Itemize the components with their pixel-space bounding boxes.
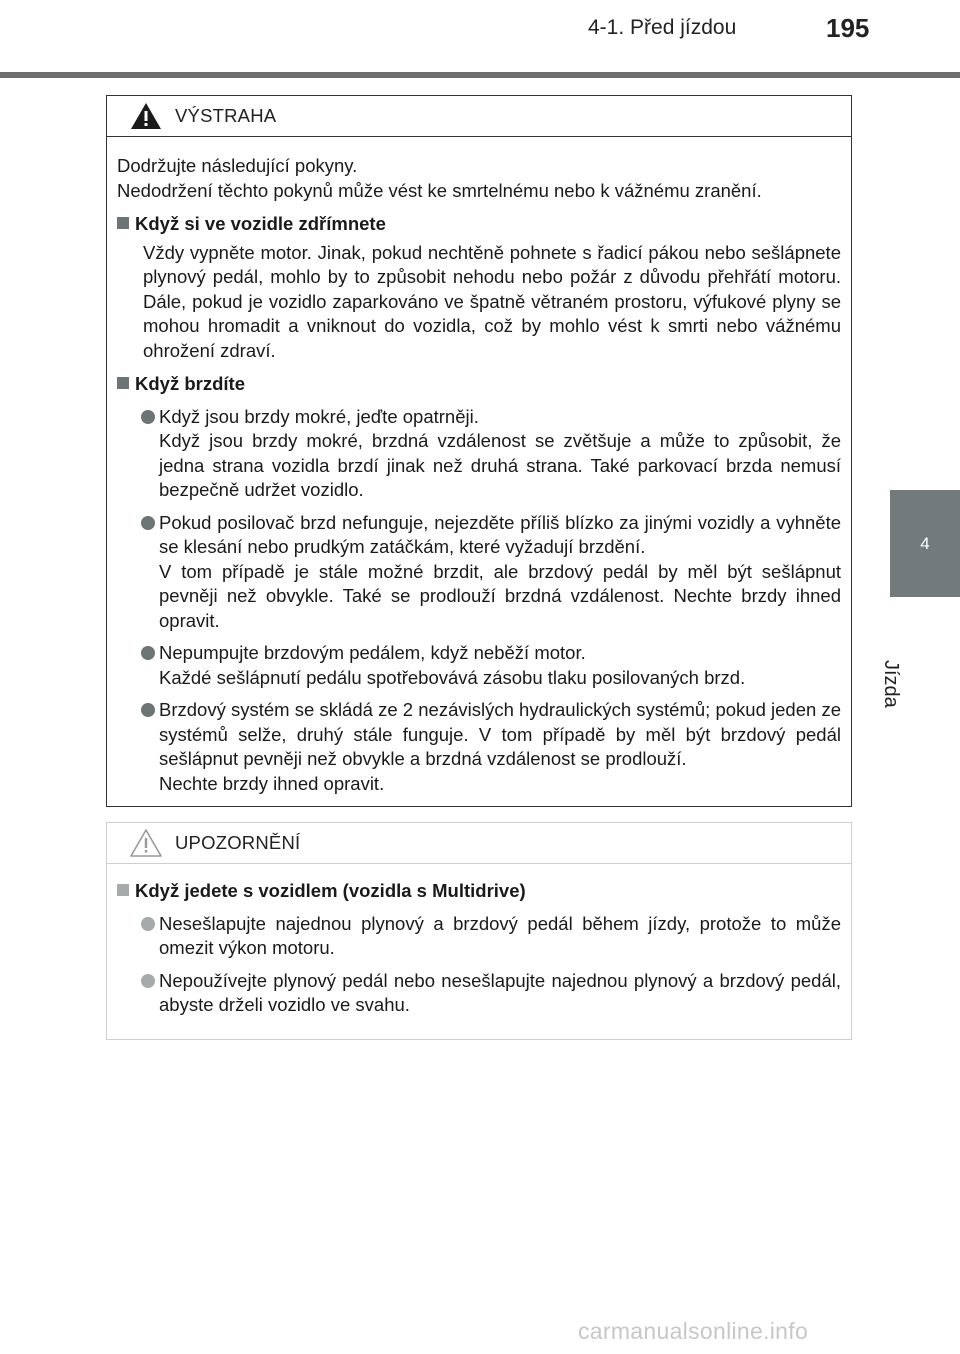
- caution-title: UPOZORNĚNÍ: [175, 832, 301, 853]
- bullet-dot-icon: [141, 703, 155, 717]
- chapter-tab-label: Jízda: [880, 660, 902, 708]
- list-item: [117, 405, 841, 503]
- bullet-text: Když jsou brzdy mokré, brzdná vzdálenost se zvětšuje a může to způsobit, že jedna strana vozidla brzdí jinak než druhá strana. Také parkovací brzda nemusí bezpečně udržet vozidlo.: [159, 430, 841, 500]
- caution-box: [106, 822, 852, 1040]
- chapter-tab-label-wrap: [880, 610, 946, 708]
- warning-title: VÝSTRAHA: [175, 105, 277, 126]
- bullet-lead: Když jsou brzdy mokré, jeďte opatrněji.: [159, 405, 479, 427]
- list-item: [117, 641, 841, 690]
- bullet-dot-icon: [141, 410, 155, 424]
- caution-body: [117, 879, 841, 1018]
- warning-intro-2: Nedodržení těchto pokynů může vést ke smrtelnému nebo k vážnému zranění.: [117, 179, 762, 201]
- page-number: 195: [826, 13, 870, 43]
- warning-triangle-icon: [129, 101, 163, 131]
- warning-intro-1: Dodržujte následující pokyny.: [117, 155, 358, 176]
- list-item: [117, 698, 841, 796]
- bullet-lead: Nepumpujte brzdovým pedálem, když neběží motor.: [159, 642, 586, 663]
- bullet-text: Nepoužívejte plynový pedál nebo nesešlapujte najednou plynový a brzdový pedál, abyste drželi vozidlo ve svahu.: [159, 969, 841, 1015]
- bullet-text: Nechte brzdy ihned opravit.: [159, 772, 385, 794]
- bullet-dot-icon: [141, 917, 155, 931]
- warning-header: [107, 96, 851, 137]
- header-rule: [0, 72, 960, 78]
- section-heading-text: Když brzdíte: [135, 373, 245, 394]
- section-square-icon: [117, 217, 129, 229]
- section-heading-text: Když si ve vozidle zdřímnete: [135, 213, 386, 234]
- section-text-napping: Vždy vypněte motor. Jinak, pokud nechtěně pohnete s řadicí pákou nebo sešlápnete plynový pedál, mohlo by to způsobit nehodu nebo požár z důvodu přehřátí motoru. Dále, pokud je vozidlo zaparkováno ve špatně větraném prostoru, výfukové plyny se mohou hromadit a vniknout do vozidla, což by mohlo vést k smrti nebo vážnému ohrožení zdraví.: [143, 241, 841, 361]
- chapter-tab: 4: [890, 490, 960, 597]
- bullet-text: V tom případě je stále možné brzdit, ale brzdový pedál by měl být sešlápnut pevněji než obvykle. Také se prodlouží brzdná vzdálenost. Nechte brzdy ihned opravit.: [159, 560, 841, 631]
- warning-box: [106, 95, 852, 807]
- warning-body: [117, 154, 841, 796]
- bullet-dot-icon: [141, 646, 155, 660]
- bullet-dot-icon: [141, 516, 155, 530]
- bullet-text: Každé sešlápnutí pedálu spotřebovává zásobu tlaku posilovaných brzd.: [159, 666, 746, 688]
- section-heading-napping: [117, 212, 841, 237]
- section-heading-multidrive: [117, 879, 841, 904]
- caution-header: [107, 823, 851, 864]
- section-square-icon: [117, 377, 129, 389]
- list-item: [117, 511, 841, 634]
- section-heading-braking: [117, 372, 841, 397]
- section-heading-text: Když jedete s vozidlem (vozidla s Multidrive): [135, 880, 526, 901]
- bullet-text: Nesešlapujte najednou plynový a brzdový pedál během jízdy, protože to může omezit výkon motoru.: [159, 912, 841, 958]
- section-square-icon: [117, 884, 129, 896]
- list-item: [117, 969, 841, 1018]
- caution-triangle-icon: [129, 828, 163, 858]
- chapter-heading: 4-1. Před jízdou: [588, 16, 737, 39]
- bullet-lead: Pokud posilovač brzd nefunguje, nejezděte příliš blízko za jinými vozidly a vyhněte se klesání nebo prudkým zatáčkám, které vyžadují brzdění.: [159, 511, 841, 557]
- watermark: carmanualsonline.info: [578, 1318, 809, 1344]
- bullet-lead: Brzdový systém se skládá ze 2 nezávislých hydraulických systémů; pokud jeden ze systémů selže, druhý stále funguje. V tom případě by měl být brzdový pedál sešlápnut pevněji než obvykle a brzdná vzdálenost se prodlouží.: [159, 699, 841, 769]
- bullet-dot-icon: [141, 974, 155, 988]
- list-item: [117, 912, 841, 961]
